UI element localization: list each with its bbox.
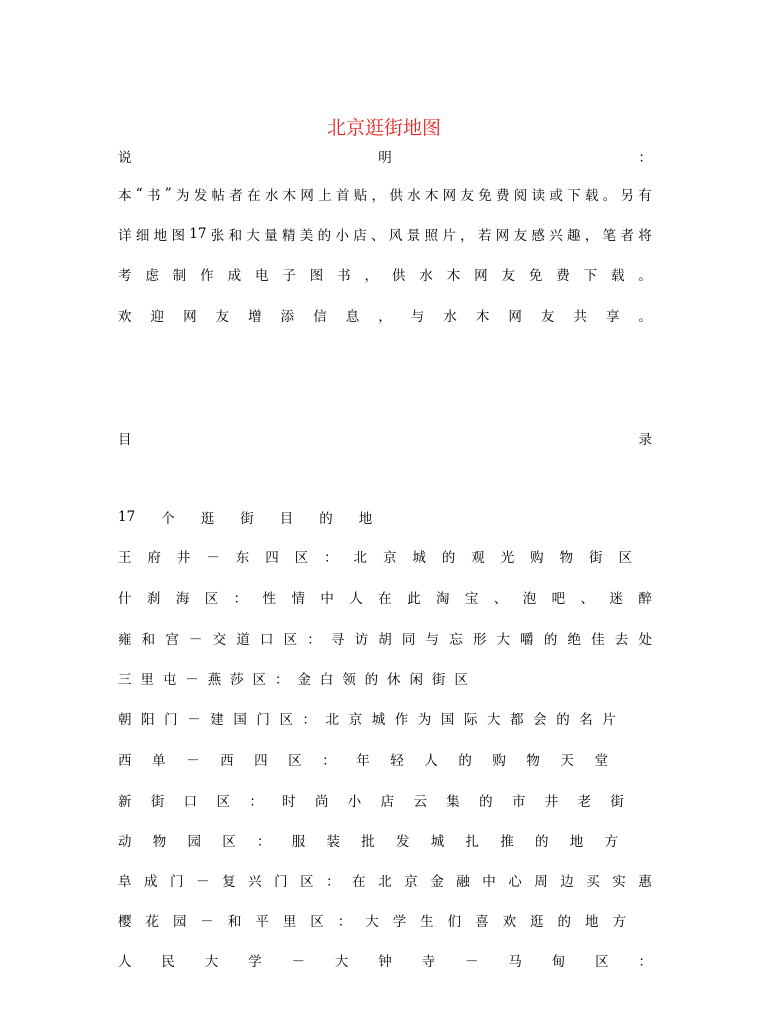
- preface-line: 考 虑 制 作 成 电 子 图 书 ， 供 水 木 网 友 免 费 下 载 。: [118, 268, 652, 284]
- toc-heading-char: 目: [118, 432, 132, 448]
- toc-item: 人 民 大 学 － 大 钟 寺 － 马 甸 区 ：: [118, 954, 652, 970]
- toc-heading-char: 录: [638, 432, 652, 448]
- preface-heading-char: 明: [378, 150, 392, 166]
- toc-item: 王 府 井 － 东 四 区 ： 北 京 城 的 观 光 购 物 街 区: [118, 550, 632, 566]
- preface-heading: [118, 145, 652, 167]
- preface-line: 详 细 地 图 17 张 和 大 量 精 美 的 小 店 、 风 景 照 片 ， 若 网 友 感 兴 趣 ， 笔 者 将: [118, 226, 652, 244]
- toc-item: 朝 阳 门 － 建 国 门 区 ： 北 京 城 作 为 国 际 大 都 会 的 名 片: [118, 712, 616, 728]
- toc-item: 动 物 园 区 ： 服 装 批 发 城 扎 推 的 地 方: [118, 834, 618, 850]
- toc-item: 樱 花 园 － 和 平 里 区 ： 大 学 生 们 喜 欢 逛 的 地 方: [118, 914, 626, 930]
- preface-line: 本 “ 书 ” 为 发 帖 者 在 水 木 网 上 首 贴 ， 供 水 木 网 友 免 费 阅 读 或 下 载 。 另 有: [118, 186, 652, 204]
- preface-line: 欢 迎 网 友 增 添 信 息 ， 与 水 木 网 友 共 享 。: [118, 309, 652, 325]
- preface-heading-char: ：: [638, 150, 652, 166]
- toc-item: 三 里 屯 － 燕 莎 区 ： 金 白 领 的 休 闲 街 区: [118, 672, 468, 688]
- toc-item: 什 刹 海 区 ： 性 情 中 人 在 此 淘 宝 、 泡 吧 、 迷 醉: [118, 591, 652, 607]
- document-title: 北京逛街地图: [326, 117, 441, 139]
- toc-item: 雍 和 宫 － 交 道 口 区 ： 寻 访 胡 同 与 忘 形 大 嚼 的 绝 佳 去 处: [118, 632, 652, 648]
- toc-item: 阜 成 门 － 复 兴 门 区 ： 在 北 京 金 融 中 心 周 边 买 实 惠: [118, 874, 652, 890]
- toc-item: 新 街 口 区 ： 时 尚 小 店 云 集 的 市 井 老 街: [118, 794, 624, 810]
- preface-heading-char: 说: [118, 150, 132, 166]
- toc-intro: 17 个 逛 街 目 的 地: [118, 509, 373, 527]
- toc-heading: [118, 427, 652, 449]
- toc-item: 西 单 － 西 四 区 ： 年 轻 人 的 购 物 天 堂: [118, 753, 608, 769]
